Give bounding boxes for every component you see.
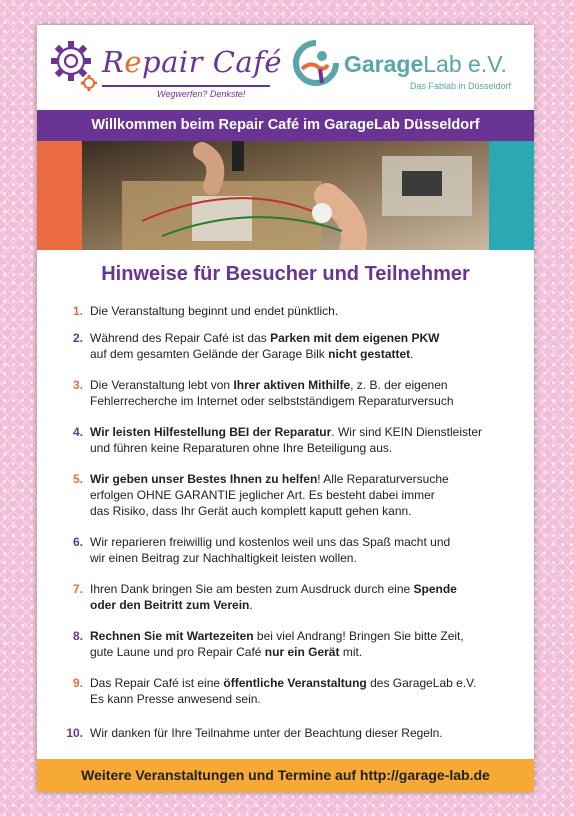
repair-cafe-tagline: Wegwerfen? Denkste! (157, 89, 246, 99)
rule-text-bold: Wir geben unser Bestes Ihnen zu helfen (90, 472, 318, 486)
rule-text-segment: Wir danken für Ihre Teilnahme unter der Beachtung dieser Regeln. (90, 726, 443, 740)
rule-text-segment: des GarageLab e.V. (366, 676, 477, 690)
rule-text-segment: Fehlerrecherche im Internet oder selbstständigem Reparaturversuch (90, 394, 454, 408)
rule-text-segment: Die Veranstaltung beginnt und endet pünktlich. (90, 304, 339, 318)
rule-text-segment: . (410, 347, 414, 361)
rule-text-bold: Spende (413, 582, 457, 596)
rule-text-bold: Wir leisten Hilfestellung BEI der Reparatur (90, 425, 332, 439)
rule-text-segment: bei viel Andrang! Bringen Sie bitte Zeit, (253, 629, 464, 643)
welcome-banner: Willkommen beim Repair Café im GarageLab Düsseldorf (37, 110, 534, 141)
garagelab-subtitle: Das Fablab in Düsseldorf (410, 81, 512, 91)
orange-color-block (37, 141, 82, 250)
header (37, 25, 534, 110)
rule-text (90, 424, 530, 456)
repair-photo (82, 141, 489, 250)
photo-strip (37, 141, 534, 250)
rule-text (90, 725, 530, 741)
rule-number: 7. (72, 582, 83, 596)
rule-text-segment: Ihren Dank bringen Sie am besten zum Ausdruck durch eine (90, 582, 414, 596)
rule-text (90, 377, 530, 409)
rule-number: 2. (72, 331, 83, 345)
footer-bar: Weitere Veranstaltungen und Termine auf http://garage-lab.de (37, 759, 534, 792)
rule-text (90, 303, 530, 319)
rule-text-bold: Parken mit dem eigenen PKW (270, 331, 440, 345)
rule-number: 8. (72, 629, 83, 643)
rule-text-bold: nur ein Gerät (264, 645, 340, 659)
garagelab-logo (292, 39, 527, 109)
rule-text-segment: Es kann Presse anwesend sein. (90, 692, 261, 706)
rule-text-segment: ! Alle Reparaturversuche (317, 472, 449, 486)
rule-text-segment: erfolgen OHNE GARANTIE jeglicher Art. Es besteht dabei immer (90, 488, 435, 502)
gear-icon (47, 37, 102, 99)
rule-text (90, 330, 530, 362)
rule-text-segment: Die Veranstaltung lebt von (90, 378, 234, 392)
rule-text (90, 534, 530, 566)
rule-text-segment: mit. (339, 645, 363, 659)
rule-text-segment: auf dem gesamten Gelände der Garage Bilk (90, 347, 329, 361)
rule-number: 9. (72, 676, 83, 690)
rule-text-bold: Rechnen Sie mit Wartezeiten (90, 629, 254, 643)
rule-text (90, 675, 530, 707)
rule-text-bold: öffentliche Veranstaltung (223, 676, 367, 690)
repair-cafe-wordmark: Repair Café (102, 45, 283, 79)
rule-text-bold: Ihrer aktiven Mithilfe (233, 378, 351, 392)
rule-number: 5. (72, 472, 83, 486)
rule-number: 1. (72, 304, 83, 318)
logo-underline (102, 85, 270, 87)
rule-text-bold: oder den Beitritt zum Verein (90, 598, 250, 612)
teal-color-block (489, 141, 534, 250)
rule-text-bold: nicht gestattet (328, 347, 411, 361)
poster (37, 25, 534, 792)
rule-text-segment: , z. B. der eigenen (350, 378, 448, 392)
rule-text-segment: Das Repair Café ist eine (90, 676, 224, 690)
rule-text (90, 471, 530, 519)
garagelab-wordmark: GarageLab e.V. (344, 51, 507, 77)
rule-text (90, 581, 530, 613)
repair-cafe-logo (47, 37, 283, 107)
rule-number: 4. (72, 425, 83, 439)
garagelab-mark-icon (292, 39, 340, 89)
rule-text-segment: Wir reparieren freiwillig und kostenlos weil uns das Spaß macht und (90, 535, 451, 549)
rule-text-segment: . Wir sind KEIN Dienstleister (331, 425, 482, 439)
rule-text-segment: . (249, 598, 253, 612)
rule-text-segment: das Risiko, dass Ihr Gerät auch komplett kaputt gehen kann. (90, 504, 412, 518)
rule-text-segment: Während des Repair Café ist das (90, 331, 271, 345)
page-heading: Hinweise für Besucher und Teilnehmer (101, 263, 470, 285)
rule-number: 3. (72, 378, 83, 392)
rule-text-segment: und führen keine Reparaturen ohne Ihre Beteiligung aus. (90, 441, 393, 455)
rule-text (90, 628, 530, 660)
rule-text-segment: gute Laune und pro Repair Café (90, 645, 265, 659)
rule-number: 10. (66, 726, 83, 740)
rule-text-segment: wir einen Beitrag zur Nachhaltigkeit leisten wollen. (90, 551, 357, 565)
rule-number: 6. (72, 535, 83, 549)
